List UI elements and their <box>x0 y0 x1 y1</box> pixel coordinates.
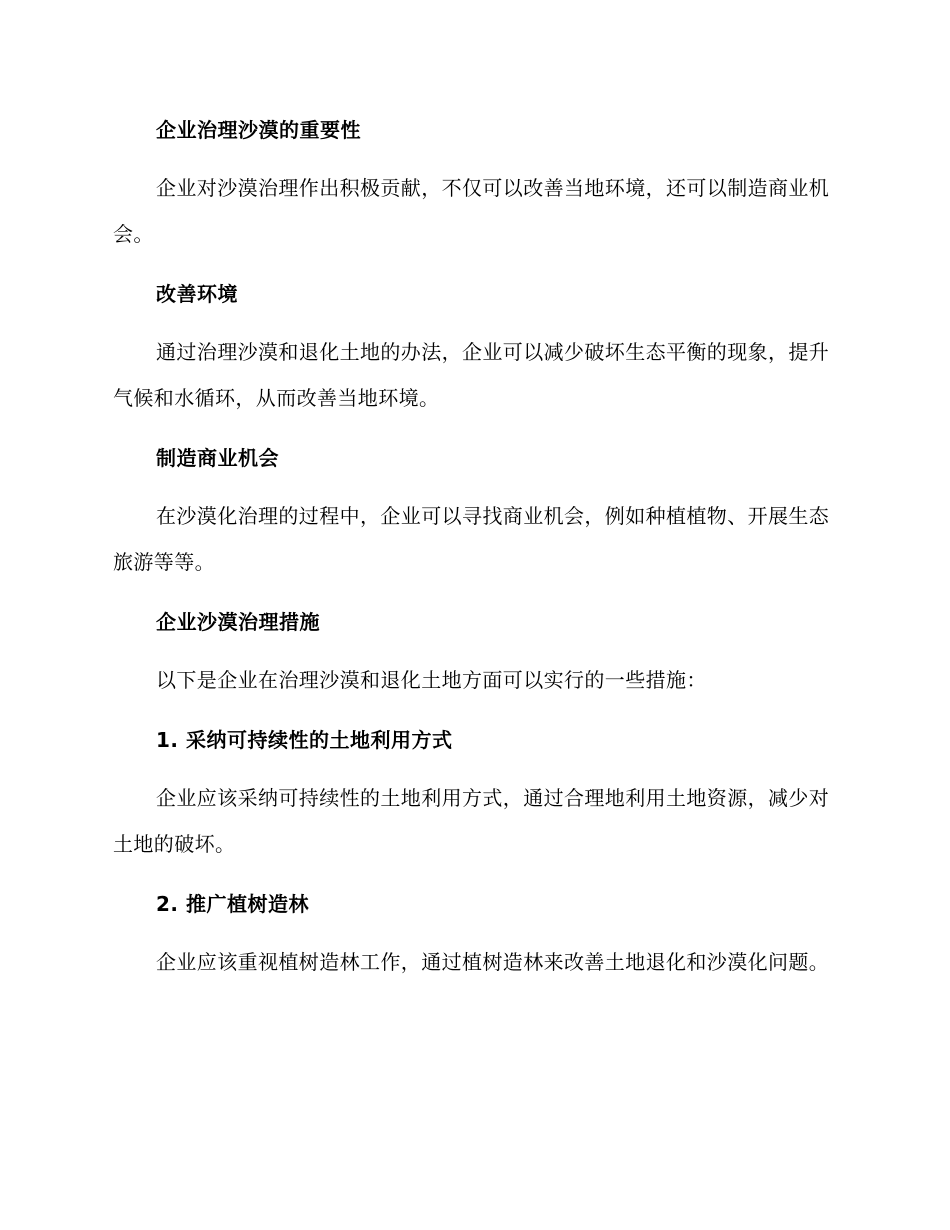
section-heading-sustainable-land-use: 1. 采纳可持续性的土地利用方式 <box>156 728 453 752</box>
document-body <box>113 114 833 1006</box>
section-paragraph-measures: 以下是企业在治理沙漠和退化土地方面可以实行的一些措施： <box>156 668 707 692</box>
section-paragraph-improve-environment: 通过治理沙漠和退化土地的办法，企业可以减少破坏生态平衡的现象，提升气候和水循环，从而改善当地环境。 <box>113 340 830 410</box>
section-paragraph-sustainable-land-use: 企业应该采纳可持续性的土地利用方式，通过合理地利用土地资源，减少对土地的破坏。 <box>113 786 830 856</box>
section-paragraph-business-opportunity: 在沙漠化治理的过程中，企业可以寻找商业机会，例如种植植物、开展生态旅游等等。 <box>113 504 830 574</box>
section-heading-business-opportunity: 制造商业机会 <box>156 446 279 470</box>
section-heading-measures: 企业沙漠治理措施 <box>156 610 320 634</box>
section-paragraph-afforestation: 企业应该重视植树造林工作，通过植树造林来改善土地退化和沙漠化问题。 <box>156 950 830 974</box>
section-heading-importance: 企业治理沙漠的重要性 <box>156 118 361 142</box>
section-heading-afforestation: 2. 推广植树造林 <box>156 892 309 916</box>
section-paragraph-importance: 企业对沙漠治理作出积极贡献，不仅可以改善当地环境，还可以制造商业机会。 <box>113 176 830 246</box>
section-heading-improve-environment: 改善环境 <box>156 282 238 306</box>
